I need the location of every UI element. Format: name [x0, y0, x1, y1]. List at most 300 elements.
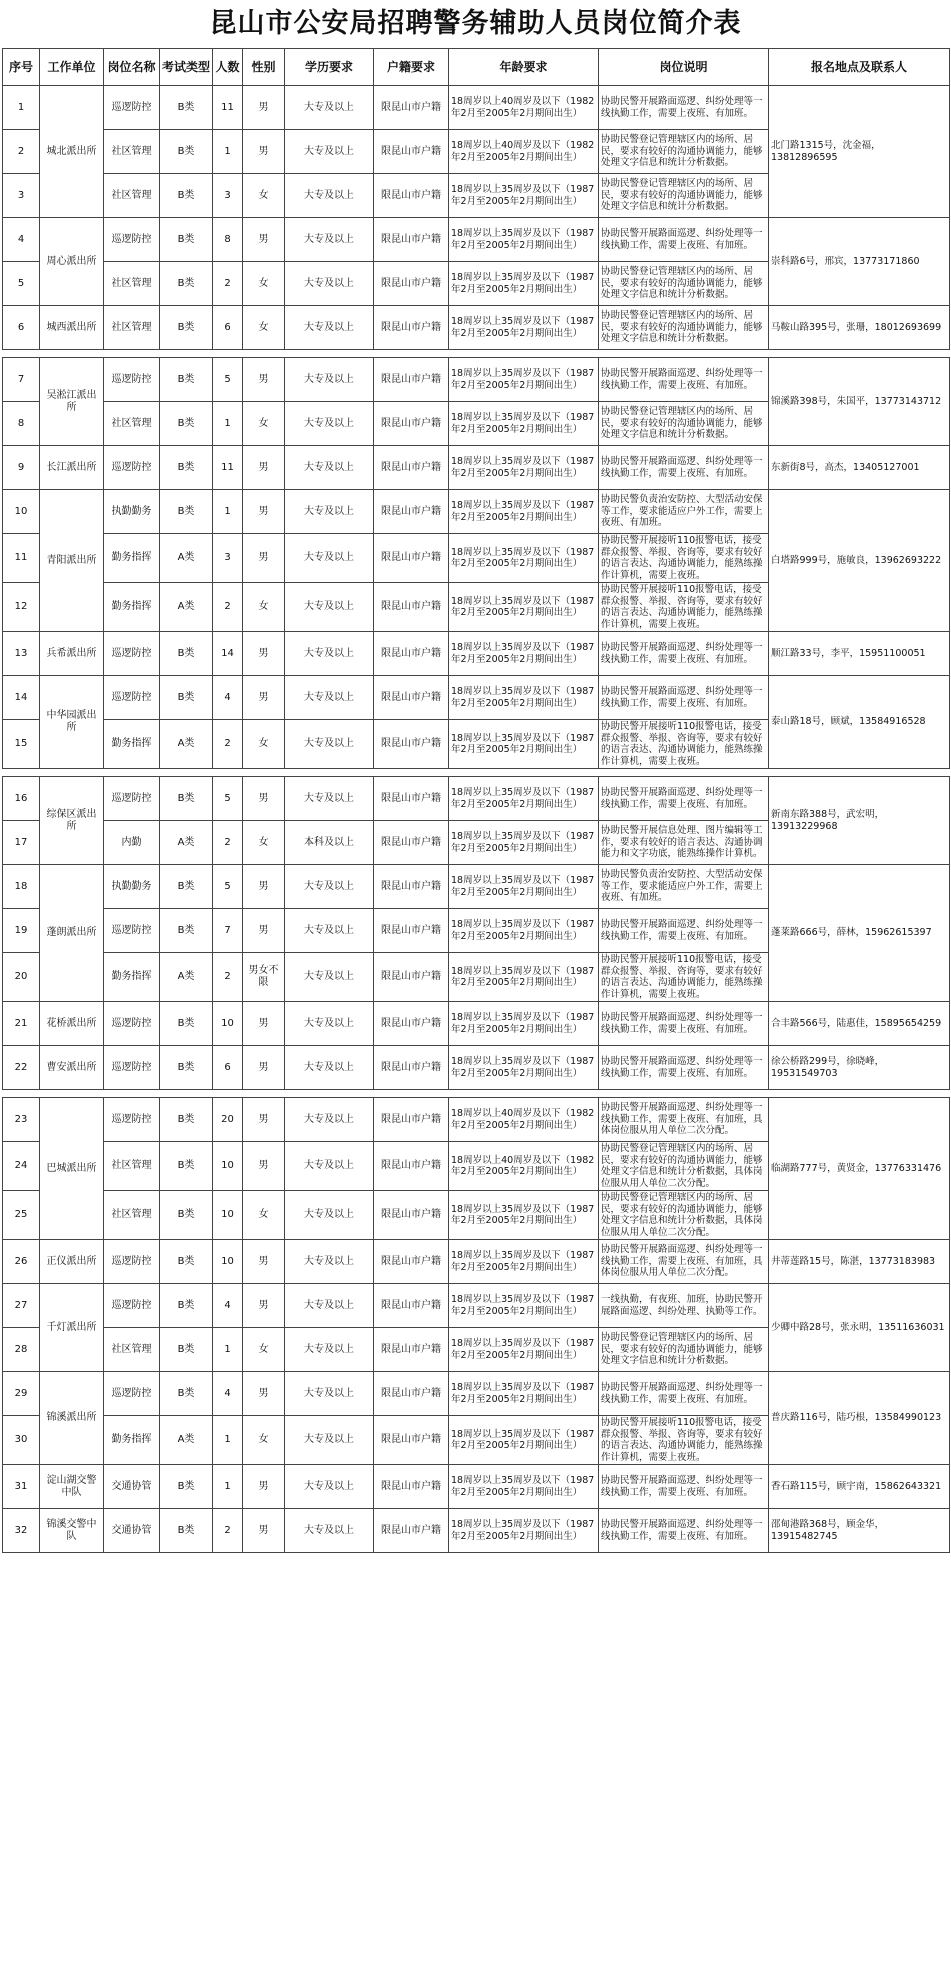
education-requirement: 大专及以上	[285, 86, 374, 130]
table-row	[3, 86, 950, 130]
table-row	[3, 1002, 950, 1046]
headcount: 10	[213, 1191, 243, 1240]
education-requirement: 大专及以上	[285, 1002, 374, 1046]
gender: 女	[243, 262, 285, 306]
work-unit: 锦溪交警中队	[40, 1509, 104, 1553]
headcount: 3	[213, 174, 243, 218]
table-row	[3, 1372, 950, 1416]
age-requirement: 18周岁以上35周岁及以下（1987年2月至2005年2月期间出生）	[449, 534, 599, 583]
education-requirement: 大专及以上	[285, 306, 374, 350]
headcount: 10	[213, 1142, 243, 1191]
table-row	[3, 1240, 950, 1284]
header-cell: 考试类型	[160, 49, 213, 86]
section-gap-cell	[3, 350, 950, 358]
row-number: 12	[3, 583, 40, 632]
post-description: 协助民警登记管理辖区内的场所、居民，要求有较好的沟通协调能力，能够处理文字信息和统计分析数据，具体岗位服从用人单位二次分配。	[599, 1191, 769, 1240]
exam-type: A类	[160, 720, 213, 769]
post-description: 协助民警开展路面巡逻、纠纷处理等一线执勤工作，需要上夜班、有加班。	[599, 446, 769, 490]
headcount: 1	[213, 1328, 243, 1372]
post-description: 协助民警开展路面巡逻、纠纷处理等一线执勤工作，需要上夜班、有加班。	[599, 1002, 769, 1046]
education-requirement: 大专及以上	[285, 490, 374, 534]
row-number: 5	[3, 262, 40, 306]
headcount: 1	[213, 1416, 243, 1465]
table-row	[3, 490, 950, 534]
work-unit: 蓬朗派出所	[40, 865, 104, 1002]
gender: 男	[243, 218, 285, 262]
exam-type: B类	[160, 1240, 213, 1284]
age-requirement: 18周岁以上35周岁及以下（1987年2月至2005年2月期间出生）	[449, 777, 599, 821]
table-row	[3, 358, 950, 402]
household-requirement: 限昆山市户籍	[374, 1191, 449, 1240]
post-name: 巡逻防控	[104, 1098, 160, 1142]
exam-type: B类	[160, 130, 213, 174]
post-name: 勤务指挥	[104, 583, 160, 632]
exam-type: B类	[160, 1191, 213, 1240]
section-gap	[3, 350, 950, 358]
post-description: 协助民警开展接听110报警电话，接受群众报警、举报、咨询等，要求有较好的语言表达、沟通协调能力，能熟练操作计算机，需要上夜班。	[599, 953, 769, 1002]
exam-type: B类	[160, 490, 213, 534]
registration-contact: 香石路115号，顾宇南，15862643321	[769, 1465, 950, 1509]
gender: 女	[243, 1416, 285, 1465]
post-name: 勤务指挥	[104, 534, 160, 583]
gender: 男	[243, 1046, 285, 1090]
row-number: 25	[3, 1191, 40, 1240]
row-number: 3	[3, 174, 40, 218]
headcount: 4	[213, 1284, 243, 1328]
household-requirement: 限昆山市户籍	[374, 1046, 449, 1090]
age-requirement: 18周岁以上35周岁及以下（1987年2月至2005年2月期间出生）	[449, 821, 599, 865]
post-description: 协助民警开展路面巡逻、纠纷处理等一线执勤工作，需要上夜班、有加班。	[599, 676, 769, 720]
education-requirement: 大专及以上	[285, 1284, 374, 1328]
age-requirement: 18周岁以上35周岁及以下（1987年2月至2005年2月期间出生）	[449, 358, 599, 402]
post-name: 巡逻防控	[104, 1002, 160, 1046]
exam-type: B类	[160, 1098, 213, 1142]
table-row	[3, 1046, 950, 1090]
household-requirement: 限昆山市户籍	[374, 218, 449, 262]
post-name: 社区管理	[104, 1328, 160, 1372]
exam-type: B类	[160, 218, 213, 262]
post-name: 巡逻防控	[104, 1284, 160, 1328]
row-number: 18	[3, 865, 40, 909]
exam-type: B类	[160, 306, 213, 350]
household-requirement: 限昆山市户籍	[374, 865, 449, 909]
table-row	[3, 676, 950, 720]
age-requirement: 18周岁以上35周岁及以下（1987年2月至2005年2月期间出生）	[449, 1046, 599, 1090]
row-number: 23	[3, 1098, 40, 1142]
registration-contact: 泰山路18号，顾斌，13584916528	[769, 676, 950, 769]
gender: 男	[243, 1098, 285, 1142]
household-requirement: 限昆山市户籍	[374, 446, 449, 490]
post-description: 协助民警开展接听110报警电话，接受群众报警、举报、咨询等，要求有较好的语言表达、沟通协调能力，能熟练操作计算机，需要上夜班。	[599, 534, 769, 583]
row-number: 11	[3, 534, 40, 583]
gender: 女	[243, 306, 285, 350]
household-requirement: 限昆山市户籍	[374, 1142, 449, 1191]
exam-type: B类	[160, 1509, 213, 1553]
exam-type: B类	[160, 402, 213, 446]
education-requirement: 大专及以上	[285, 777, 374, 821]
section-gap-cell	[3, 769, 950, 777]
gender: 男	[243, 358, 285, 402]
headcount: 10	[213, 1240, 243, 1284]
education-requirement: 大专及以上	[285, 1191, 374, 1240]
education-requirement: 大专及以上	[285, 1416, 374, 1465]
post-description: 协助民警登记管理辖区内的场所、居民，要求有较好的沟通协调能力，能够处理文字信息和统计分析数据。	[599, 306, 769, 350]
gender: 男	[243, 130, 285, 174]
gender: 男	[243, 865, 285, 909]
gender: 女	[243, 1328, 285, 1372]
post-description: 协助民警开展路面巡逻、纠纷处理等一线执勤工作，需要上夜班、有加班。	[599, 358, 769, 402]
education-requirement: 大专及以上	[285, 1046, 374, 1090]
age-requirement: 18周岁以上35周岁及以下（1987年2月至2005年2月期间出生）	[449, 1416, 599, 1465]
work-unit: 花桥派出所	[40, 1002, 104, 1046]
post-name: 社区管理	[104, 306, 160, 350]
section-gap	[3, 769, 950, 777]
gender: 男	[243, 632, 285, 676]
work-unit: 曹安派出所	[40, 1046, 104, 1090]
exam-type: B类	[160, 262, 213, 306]
headcount: 4	[213, 676, 243, 720]
age-requirement: 18周岁以上35周岁及以下（1987年2月至2005年2月期间出生）	[449, 953, 599, 1002]
post-description: 一线执勤，有夜班、加班，协助民警开展路面巡逻、纠纷处理、执勤等工作。	[599, 1284, 769, 1328]
age-requirement: 18周岁以上35周岁及以下（1987年2月至2005年2月期间出生）	[449, 218, 599, 262]
education-requirement: 大专及以上	[285, 174, 374, 218]
section-gap-cell	[3, 1090, 950, 1098]
headcount: 2	[213, 821, 243, 865]
age-requirement: 18周岁以上35周岁及以下（1987年2月至2005年2月期间出生）	[449, 1002, 599, 1046]
post-description: 协助民警开展信息处理、图片编辑等工作，要求有较好的语言表达、沟通协调能力和文字功底，能熟练操作计算机。	[599, 821, 769, 865]
exam-type: B类	[160, 1328, 213, 1372]
household-requirement: 限昆山市户籍	[374, 1284, 449, 1328]
age-requirement: 18周岁以上35周岁及以下（1987年2月至2005年2月期间出生）	[449, 865, 599, 909]
household-requirement: 限昆山市户籍	[374, 402, 449, 446]
row-number: 2	[3, 130, 40, 174]
row-number: 31	[3, 1465, 40, 1509]
gender: 男	[243, 1284, 285, 1328]
post-name: 勤务指挥	[104, 720, 160, 769]
post-name: 勤务指挥	[104, 953, 160, 1002]
gender: 男	[243, 490, 285, 534]
page-title: 昆山市公安局招聘警务辅助人员岗位简介表	[209, 8, 742, 39]
household-requirement: 限昆山市户籍	[374, 1465, 449, 1509]
registration-contact: 蓬莱路666号，薛林，15962615397	[769, 865, 950, 1002]
row-number: 16	[3, 777, 40, 821]
age-requirement: 18周岁以上35周岁及以下（1987年2月至2005年2月期间出生）	[449, 1284, 599, 1328]
row-number: 20	[3, 953, 40, 1002]
post-description: 协助民警负责治安防控、大型活动安保等工作，要求能适应户外工作，需要上夜班、有加班。	[599, 490, 769, 534]
headcount: 4	[213, 1372, 243, 1416]
education-requirement: 大专及以上	[285, 1328, 374, 1372]
age-requirement: 18周岁以上40周岁及以下（1982年2月至2005年2月期间出生）	[449, 130, 599, 174]
post-name: 巡逻防控	[104, 1046, 160, 1090]
row-number: 22	[3, 1046, 40, 1090]
work-unit: 千灯派出所	[40, 1284, 104, 1372]
age-requirement: 18周岁以上35周岁及以下（1987年2月至2005年2月期间出生）	[449, 174, 599, 218]
row-number: 8	[3, 402, 40, 446]
registration-contact: 少卿中路28号，张永明，13511636031	[769, 1284, 950, 1372]
age-requirement: 18周岁以上35周岁及以下（1987年2月至2005年2月期间出生）	[449, 1240, 599, 1284]
education-requirement: 大专及以上	[285, 865, 374, 909]
registration-contact: 合丰路566号，陆惠佳，15895654259	[769, 1002, 950, 1046]
registration-contact: 顺江路33号，李平，15951100051	[769, 632, 950, 676]
household-requirement: 限昆山市户籍	[374, 1002, 449, 1046]
headcount: 14	[213, 632, 243, 676]
post-name: 内勤	[104, 821, 160, 865]
exam-type: B类	[160, 174, 213, 218]
post-description: 协助民警登记管理辖区内的场所、居民，要求有较好的沟通协调能力，能够处理文字信息和统计分析数据，具体岗位服从用人单位二次分配。	[599, 1142, 769, 1191]
registration-contact: 普庆路116号，陆巧根，13584990123	[769, 1372, 950, 1465]
gender: 男	[243, 777, 285, 821]
post-name: 巡逻防控	[104, 86, 160, 130]
education-requirement: 大专及以上	[285, 953, 374, 1002]
education-requirement: 本科及以上	[285, 821, 374, 865]
work-unit: 巴城派出所	[40, 1098, 104, 1240]
post-name: 勤务指挥	[104, 1416, 160, 1465]
age-requirement: 18周岁以上40周岁及以下（1982年2月至2005年2月期间出生）	[449, 86, 599, 130]
household-requirement: 限昆山市户籍	[374, 909, 449, 953]
header-cell: 性别	[243, 49, 285, 86]
row-number: 9	[3, 446, 40, 490]
post-name: 巡逻防控	[104, 358, 160, 402]
household-requirement: 限昆山市户籍	[374, 1328, 449, 1372]
education-requirement: 大专及以上	[285, 218, 374, 262]
post-description: 协助民警登记管理辖区内的场所、居民，要求有较好的沟通协调能力，能够处理文字信息和统计分析数据。	[599, 174, 769, 218]
work-unit: 正仪派出所	[40, 1240, 104, 1284]
header-cell: 学历要求	[285, 49, 374, 86]
header-cell: 户籍要求	[374, 49, 449, 86]
header-cell: 岗位说明	[599, 49, 769, 86]
education-requirement: 大专及以上	[285, 1098, 374, 1142]
table-header-row	[3, 49, 950, 86]
post-name: 交通协管	[104, 1465, 160, 1509]
exam-type: B类	[160, 358, 213, 402]
household-requirement: 限昆山市户籍	[374, 953, 449, 1002]
table-row	[3, 1284, 950, 1328]
age-requirement: 18周岁以上35周岁及以下（1987年2月至2005年2月期间出生）	[449, 1372, 599, 1416]
exam-type: B类	[160, 1046, 213, 1090]
post-name: 巡逻防控	[104, 676, 160, 720]
exam-type: B类	[160, 1465, 213, 1509]
exam-type: B类	[160, 1372, 213, 1416]
work-unit: 城北派出所	[40, 86, 104, 218]
row-number: 1	[3, 86, 40, 130]
gender: 男	[243, 1465, 285, 1509]
work-unit: 淀山湖交警中队	[40, 1465, 104, 1509]
post-name: 交通协管	[104, 1509, 160, 1553]
exam-type: B类	[160, 1142, 213, 1191]
gender: 男	[243, 676, 285, 720]
table-row	[3, 865, 950, 909]
post-name: 巡逻防控	[104, 218, 160, 262]
table-row	[3, 1465, 950, 1509]
post-description: 协助民警登记管理辖区内的场所、居民，要求有较好的沟通协调能力，能够处理文字信息和统计分析数据。	[599, 1328, 769, 1372]
post-name: 巡逻防控	[104, 909, 160, 953]
household-requirement: 限昆山市户籍	[374, 262, 449, 306]
household-requirement: 限昆山市户籍	[374, 130, 449, 174]
registration-contact: 北门路1315号，沈金福，13812896595	[769, 86, 950, 218]
age-requirement: 18周岁以上40周岁及以下（1982年2月至2005年2月期间出生）	[449, 1142, 599, 1191]
row-number: 14	[3, 676, 40, 720]
row-number: 19	[3, 909, 40, 953]
exam-type: B类	[160, 865, 213, 909]
age-requirement: 18周岁以上35周岁及以下（1987年2月至2005年2月期间出生）	[449, 1509, 599, 1553]
gender: 男	[243, 1372, 285, 1416]
registration-contact: 徐公桥路299号，徐晓峰，19531549703	[769, 1046, 950, 1090]
post-description: 协助民警开展路面巡逻、纠纷处理等一线执勤工作，需要上夜班、有加班。	[599, 86, 769, 130]
headcount: 2	[213, 1509, 243, 1553]
household-requirement: 限昆山市户籍	[374, 676, 449, 720]
exam-type: B类	[160, 1002, 213, 1046]
registration-contact: 崇科路6号，邢宾，13773171860	[769, 218, 950, 306]
headcount: 1	[213, 130, 243, 174]
household-requirement: 限昆山市户籍	[374, 821, 449, 865]
row-number: 27	[3, 1284, 40, 1328]
post-name: 社区管理	[104, 174, 160, 218]
education-requirement: 大专及以上	[285, 534, 374, 583]
education-requirement: 大专及以上	[285, 583, 374, 632]
post-name: 社区管理	[104, 130, 160, 174]
age-requirement: 18周岁以上35周岁及以下（1987年2月至2005年2月期间出生）	[449, 1328, 599, 1372]
household-requirement: 限昆山市户籍	[374, 777, 449, 821]
education-requirement: 大专及以上	[285, 358, 374, 402]
work-unit: 长江派出所	[40, 446, 104, 490]
table-row	[3, 1098, 950, 1142]
age-requirement: 18周岁以上35周岁及以下（1987年2月至2005年2月期间出生）	[449, 676, 599, 720]
post-description: 协助民警开展路面巡逻、纠纷处理等一线执勤工作，需要上夜班、有加班。	[599, 777, 769, 821]
post-name: 执勤勤务	[104, 865, 160, 909]
education-requirement: 大专及以上	[285, 1142, 374, 1191]
gender: 女	[243, 174, 285, 218]
exam-type: B类	[160, 676, 213, 720]
education-requirement: 大专及以上	[285, 446, 374, 490]
age-requirement: 18周岁以上35周岁及以下（1987年2月至2005年2月期间出生）	[449, 262, 599, 306]
household-requirement: 限昆山市户籍	[374, 86, 449, 130]
headcount: 11	[213, 86, 243, 130]
registration-contact: 井蒂莲路15号，陈湛，13773183983	[769, 1240, 950, 1284]
education-requirement: 大专及以上	[285, 632, 374, 676]
row-number: 28	[3, 1328, 40, 1372]
headcount: 10	[213, 1002, 243, 1046]
household-requirement: 限昆山市户籍	[374, 358, 449, 402]
row-number: 10	[3, 490, 40, 534]
gender: 男女不限	[243, 953, 285, 1002]
exam-type: B类	[160, 909, 213, 953]
household-requirement: 限昆山市户籍	[374, 1098, 449, 1142]
education-requirement: 大专及以上	[285, 1372, 374, 1416]
header-cell: 工作单位	[40, 49, 104, 86]
row-number: 29	[3, 1372, 40, 1416]
age-requirement: 18周岁以上35周岁及以下（1987年2月至2005年2月期间出生）	[449, 306, 599, 350]
headcount: 5	[213, 358, 243, 402]
headcount: 2	[213, 720, 243, 769]
education-requirement: 大专及以上	[285, 130, 374, 174]
household-requirement: 限昆山市户籍	[374, 1372, 449, 1416]
row-number: 7	[3, 358, 40, 402]
work-unit: 中华园派出所	[40, 676, 104, 769]
row-number: 24	[3, 1142, 40, 1191]
education-requirement: 大专及以上	[285, 720, 374, 769]
gender: 女	[243, 720, 285, 769]
headcount: 7	[213, 909, 243, 953]
age-requirement: 18周岁以上35周岁及以下（1987年2月至2005年2月期间出生）	[449, 1465, 599, 1509]
headcount: 3	[213, 534, 243, 583]
post-name: 社区管理	[104, 262, 160, 306]
education-requirement: 大专及以上	[285, 1465, 374, 1509]
headcount: 8	[213, 218, 243, 262]
headcount: 1	[213, 490, 243, 534]
gender: 女	[243, 821, 285, 865]
gender: 男	[243, 86, 285, 130]
table-row	[3, 446, 950, 490]
headcount: 2	[213, 953, 243, 1002]
header-cell: 序号	[3, 49, 40, 86]
household-requirement: 限昆山市户籍	[374, 1509, 449, 1553]
headcount: 20	[213, 1098, 243, 1142]
row-number: 32	[3, 1509, 40, 1553]
gender: 男	[243, 446, 285, 490]
headcount: 6	[213, 306, 243, 350]
gender: 女	[243, 583, 285, 632]
education-requirement: 大专及以上	[285, 402, 374, 446]
registration-contact: 新南东路388号，武宏明，13913229968	[769, 777, 950, 865]
registration-contact: 马鞍山路395号，张珊，18012693699	[769, 306, 950, 350]
gender: 男	[243, 1142, 285, 1191]
household-requirement: 限昆山市户籍	[374, 174, 449, 218]
gender: 男	[243, 1240, 285, 1284]
row-number: 13	[3, 632, 40, 676]
header-cell: 岗位名称	[104, 49, 160, 86]
work-unit: 兵希派出所	[40, 632, 104, 676]
registration-contact: 锦溪路398号，朱国平，13773143712	[769, 358, 950, 446]
household-requirement: 限昆山市户籍	[374, 534, 449, 583]
exam-type: B类	[160, 1284, 213, 1328]
gender: 男	[243, 909, 285, 953]
registration-contact: 东新街8号，高杰，13405127001	[769, 446, 950, 490]
household-requirement: 限昆山市户籍	[374, 632, 449, 676]
education-requirement: 大专及以上	[285, 909, 374, 953]
post-description: 协助民警开展接听110报警电话，接受群众报警、举报、咨询等，要求有较好的语言表达、沟通协调能力，能熟练操作计算机，需要上夜班。	[599, 583, 769, 632]
header-cell: 人数	[213, 49, 243, 86]
gender: 男	[243, 1002, 285, 1046]
post-name: 执勤勤务	[104, 490, 160, 534]
post-description: 协助民警登记管理辖区内的场所、居民，要求有较好的沟通协调能力，能够处理文字信息和统计分析数据。	[599, 402, 769, 446]
post-name: 巡逻防控	[104, 1372, 160, 1416]
household-requirement: 限昆山市户籍	[374, 306, 449, 350]
household-requirement: 限昆山市户籍	[374, 583, 449, 632]
exam-type: B类	[160, 632, 213, 676]
header-cell: 年龄要求	[449, 49, 599, 86]
age-requirement: 18周岁以上35周岁及以下（1987年2月至2005年2月期间出生）	[449, 1191, 599, 1240]
exam-type: A类	[160, 534, 213, 583]
row-number: 6	[3, 306, 40, 350]
row-number: 15	[3, 720, 40, 769]
exam-type: A类	[160, 1416, 213, 1465]
headcount: 5	[213, 777, 243, 821]
work-unit: 城西派出所	[40, 306, 104, 350]
row-number: 26	[3, 1240, 40, 1284]
table-row	[3, 306, 950, 350]
post-description: 协助民警开展路面巡逻、纠纷处理等一线执勤工作，需要上夜班、有加班。	[599, 218, 769, 262]
headcount: 1	[213, 402, 243, 446]
age-requirement: 18周岁以上35周岁及以下（1987年2月至2005年2月期间出生）	[449, 446, 599, 490]
age-requirement: 18周岁以上40周岁及以下（1982年2月至2005年2月期间出生）	[449, 1098, 599, 1142]
row-number: 30	[3, 1416, 40, 1465]
section-gap	[3, 1090, 950, 1098]
table-row	[3, 777, 950, 821]
row-number: 21	[3, 1002, 40, 1046]
post-description: 协助民警登记管理辖区内的场所、居民，要求有较好的沟通协调能力，能够处理文字信息和统计分析数据。	[599, 262, 769, 306]
age-requirement: 18周岁以上35周岁及以下（1987年2月至2005年2月期间出生）	[449, 909, 599, 953]
post-name: 社区管理	[104, 1191, 160, 1240]
